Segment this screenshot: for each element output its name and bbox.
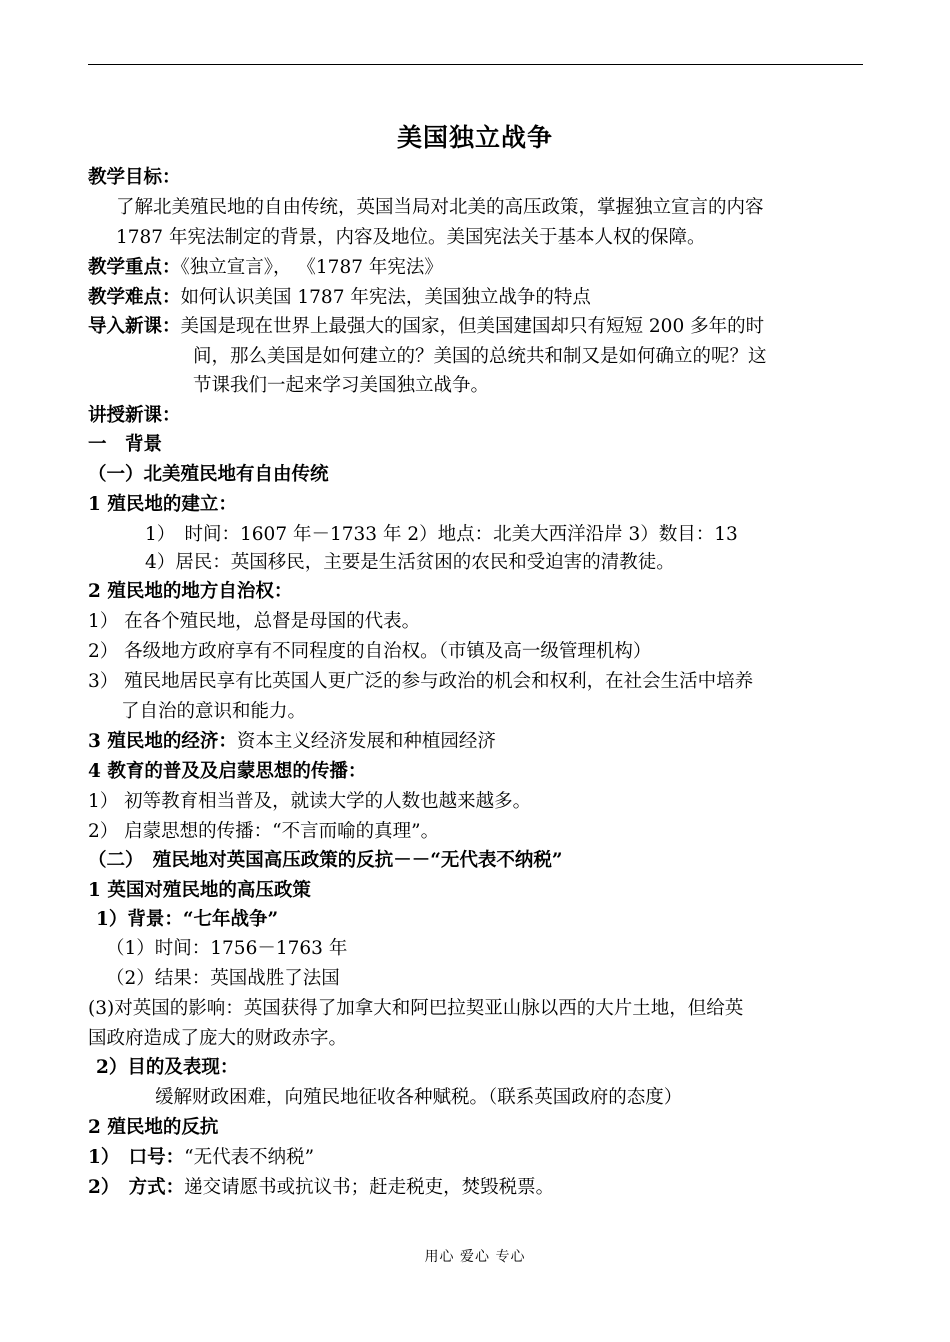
part-2-slogan <box>88 1143 863 1173</box>
part-1-sub-1-line-1: 1） 时间：1607 年－1733 年 2）地点：北美大西洋沿岸 3）数目：13 <box>145 524 738 545</box>
goals-line-2: 1787 年宪法制定的背景，内容及地位。美国宪法关于基本人权的保障。 <box>116 227 706 248</box>
intro <box>88 312 863 342</box>
part-2-purpose-text: 缓解财政困难，向殖民地征收各种赋税。（联系英国政府的态度） <box>155 1087 683 1108</box>
part-1-heading: （一）北美殖民地有自由传统 <box>88 464 329 485</box>
page-title: 美国独立战争 <box>396 123 553 152</box>
part-2-method-label: 2） 方式： <box>88 1177 185 1198</box>
difficulties-label: 教学难点： <box>88 287 181 308</box>
section-1-heading: 一 背景 <box>88 434 163 455</box>
page-footer: 用心 爱心 专心 <box>424 1249 526 1265</box>
part-1-sub-3 <box>88 727 863 757</box>
goals-line-1: 了解北美殖民地的自由传统，英国当局对北美的高压政策，掌握独立宣言的内容 <box>116 197 764 218</box>
part-2-background-item-2: （2）结果：英国战胜了法国 <box>106 968 340 989</box>
part-2-sub-1-heading: 1 英国对殖民地的高压政策 <box>88 880 311 901</box>
part-2-sub-2-heading: 2 殖民地的反抗 <box>88 1117 219 1138</box>
intro-line-3: 节课我们一起来学习美国独立战争。 <box>193 375 490 396</box>
part-1-sub-2-item-1: 1） 在各个殖民地，总督是母国的代表。 <box>88 611 421 632</box>
key-points-label: 教学重点： <box>88 257 181 278</box>
intro-label: 导入新课： <box>88 316 181 337</box>
key-points <box>88 253 863 283</box>
part-1-sub-4-heading: 4 教育的普及及启蒙思想的传播： <box>88 761 367 782</box>
header-rule <box>88 64 863 65</box>
part-2-background-heading: 1）背景：“七年战争” <box>96 909 279 930</box>
goals-label: 教学目标： <box>88 167 181 188</box>
intro-line-1: 美国是现在世界上最强大的国家，但美国建国却只有短短 200 多年的时 <box>180 316 765 337</box>
part-1-sub-2-item-2: 2） 各级地方政府享有不同程度的自治权。（市镇及高一级管理机构） <box>88 641 652 662</box>
part-2-method-text: 递交请愿书或抗议书；赶走税吏，焚毁税票。 <box>184 1177 555 1198</box>
part-2-slogan-label: 1） 口号： <box>88 1147 185 1168</box>
part-1-sub-2-item-3a: 3） 殖民地居民享有比英国人更广泛的参与政治的机会和权利，在社会生活中培养 <box>88 671 754 692</box>
part-2-background-item-3b: 国政府造成了庞大的财政赤字。 <box>88 1028 348 1049</box>
part-1-sub-2-item-3b: 了自治的意识和能力。 <box>121 701 307 722</box>
difficulties <box>88 283 863 313</box>
part-1-sub-4-item-2: 2） 启蒙思想的传播：“不言而喻的真理”。 <box>88 821 440 842</box>
difficulties-text: 如何认识美国 1787 年宪法，美国独立战争的特点 <box>180 287 591 308</box>
key-points-text: 《独立宣言》， 《1787 年宪法》 <box>180 257 443 278</box>
part-2-method <box>88 1173 863 1203</box>
part-1-sub-3-text: 资本主义经济发展和种植园经济 <box>236 731 496 752</box>
part-1-sub-4-item-1: 1） 初等教育相当普及，就读大学的人数也越来越多。 <box>88 791 532 812</box>
part-1-sub-1-heading: 1 殖民地的建立： <box>88 494 237 515</box>
part-1-sub-2-heading: 2 殖民地的地方自治权： <box>88 581 293 602</box>
part-1-sub-3-label: 3 殖民地的经济： <box>88 731 237 752</box>
part-2-background-item-3a: (3)对英国的影响：英国获得了加拿大和阿巴拉契亚山脉以西的大片土地，但给英 <box>88 998 744 1019</box>
part-2-background-item-1: （1）时间：1756－1763 年 <box>106 938 348 959</box>
lecture-label: 讲授新课： <box>88 405 181 426</box>
part-2-purpose-heading: 2）目的及表现： <box>96 1057 239 1078</box>
part-1-sub-1-line-2: 4）居民：英国移民，主要是生活贫困的农民和受迫害的清教徒。 <box>145 552 675 573</box>
part-2-heading: （二） 殖民地对英国高压政策的反抗－－“无代表不纳税” <box>88 850 563 871</box>
intro-line-2: 间，那么美国是如何建立的？美国的总统共和制又是如何确立的呢？这 <box>193 346 767 367</box>
part-2-slogan-text: “无代表不纳税” <box>184 1147 315 1168</box>
